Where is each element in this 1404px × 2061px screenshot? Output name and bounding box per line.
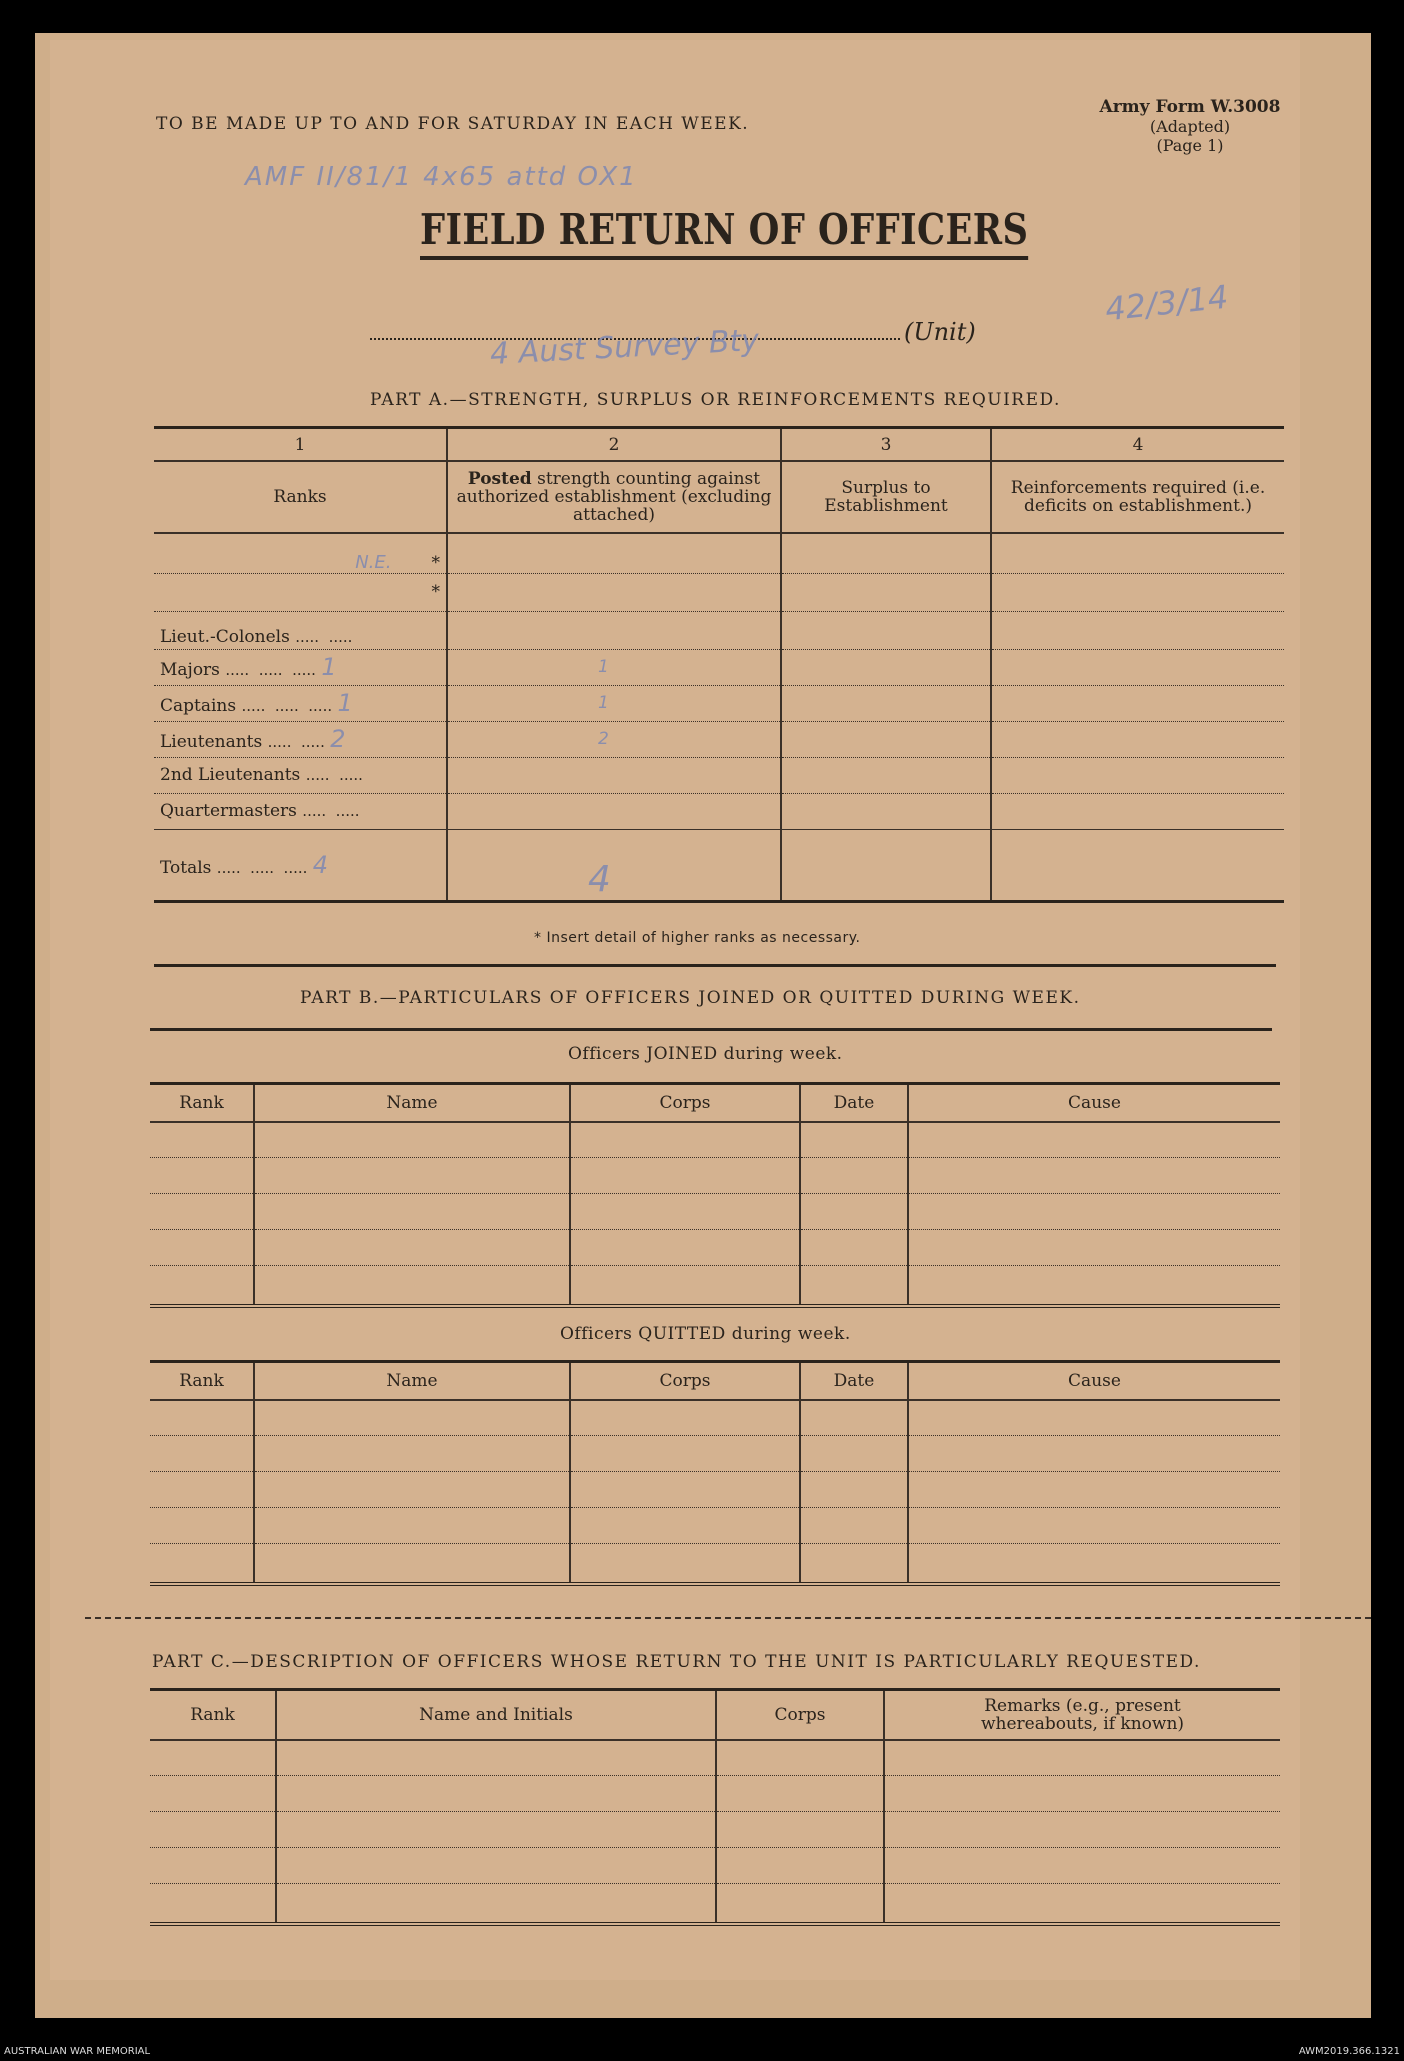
table-row (150, 1230, 1280, 1266)
col-header-posted (447, 461, 781, 533)
rank-cell: Lieutenants ..... ..... 2 (154, 721, 447, 757)
col-date: Date (800, 1362, 908, 1400)
table-row (150, 1508, 1280, 1544)
col-header-reinforcements: Reinforcements required (i.e. deficits on establishment.) (991, 461, 1284, 533)
table-row (150, 1812, 1280, 1848)
est-value: 1 (337, 689, 353, 717)
col-date: Date (800, 1084, 908, 1122)
handwritten-ne: N.E. (355, 551, 392, 573)
table-row (150, 1266, 1280, 1306)
joined-table (150, 1082, 1280, 1308)
form-number-block (1080, 98, 1300, 155)
totals-row (154, 829, 1284, 901)
col-name-initials: Name and Initials (276, 1690, 716, 1740)
star-mark: * (431, 552, 440, 573)
col-number-1: 1 (154, 429, 447, 461)
table-row (154, 611, 1284, 649)
part-a-heading: PART A.—STRENGTH, SURPLUS OR REINFORCEMENTS REQUIRED. (370, 390, 1061, 410)
col-corps: Corps (570, 1084, 800, 1122)
table-row (150, 1436, 1280, 1472)
table-row (154, 649, 1284, 685)
col-rank: Rank (150, 1084, 254, 1122)
star-mark: * (431, 582, 440, 602)
handwritten-date: 42/3/14 (1103, 277, 1231, 329)
table-row (154, 757, 1284, 793)
part-a-bottom-rule (154, 964, 1276, 967)
col-rank: Rank (150, 1362, 254, 1400)
table-row (150, 1776, 1280, 1812)
part-b-top-rule (150, 1028, 1272, 1031)
table-row (150, 1848, 1280, 1884)
part-b-heading: PART B.—PARTICULARS OF OFFICERS JOINED OR QUITTED DURING WEEK. (300, 988, 1081, 1008)
form-adapted: (Adapted) (1149, 117, 1231, 136)
table-row (154, 533, 1284, 573)
footer-left: AUSTRALIAN WAR MEMORIAL (4, 2046, 151, 2057)
col-number-2: 2 (447, 429, 781, 461)
rank-label: Captains (160, 696, 237, 716)
col-name: Name (254, 1084, 570, 1122)
footer-right: AWM2019.366.1321 (1298, 2046, 1400, 2057)
rank-cell: 2nd Lieutenants ..... ..... (154, 757, 447, 793)
col-name: Name (254, 1362, 570, 1400)
table-row (150, 1194, 1280, 1230)
posted-rest: strength counting against authorized establishment (excluding attached) (456, 469, 772, 525)
rank-label: Majors (160, 660, 220, 680)
rank-label: Lieutenants (160, 732, 263, 752)
col-cause: Cause (908, 1084, 1280, 1122)
table-row (154, 573, 1284, 611)
col-header-ranks: Ranks (154, 461, 447, 533)
table-row (150, 1400, 1280, 1436)
rank-cell: Majors ..... ..... ..... 1 (154, 649, 447, 685)
tear-line (85, 1617, 1371, 1619)
star-cell (154, 533, 447, 573)
col-number-3: 3 (781, 429, 991, 461)
posted-value: 1 (447, 685, 781, 721)
est-value: 2 (330, 725, 346, 753)
posted-value: 1 (447, 649, 781, 685)
col-number-4: 4 (991, 429, 1284, 461)
rank-label: 2nd Lieutenants (160, 765, 301, 785)
table-row (154, 793, 1284, 829)
totals-posted: 4 (447, 829, 781, 901)
table-row (150, 1544, 1280, 1584)
instruction-text: TO BE MADE UP TO AND FOR SATURDAY IN EACH WEEK. (156, 114, 750, 134)
col-cause: Cause (908, 1362, 1280, 1400)
part-a-table (154, 429, 1284, 903)
table-row (150, 1884, 1280, 1924)
table-row (150, 1472, 1280, 1508)
col-corps: Corps (716, 1690, 884, 1740)
totals-cell: Totals ..... ..... ..... 4 (154, 829, 447, 901)
totals-est: 4 (312, 850, 329, 879)
quitted-table (150, 1360, 1280, 1586)
table-row (154, 721, 1284, 757)
table-row (150, 1122, 1280, 1158)
form-number: Army Form W.3008 (1099, 97, 1281, 117)
part-c-table (150, 1688, 1280, 1926)
totals-label: Totals (160, 857, 212, 878)
rank-cell: Quartermasters ..... ..... (154, 793, 447, 829)
col-remarks: Remarks (e.g., present whereabouts, if known) (884, 1690, 1280, 1740)
form-title: FIELD RETURN OF OFFICERS (420, 205, 1028, 260)
est-value: 1 (321, 653, 337, 681)
handwritten-reference: AMF II/81/1 4x65 attd OX1 (245, 162, 638, 192)
table-row (154, 685, 1284, 721)
col-header-surplus: Surplus to Establishment (781, 461, 991, 533)
rank-cell: Lieut.-Colonels ..... ..... (154, 611, 447, 649)
rank-label: Quartermasters (160, 801, 297, 821)
rank-cell: Captains ..... ..... ..... 1 (154, 685, 447, 721)
part-c-heading: PART C.—DESCRIPTION OF OFFICERS WHOSE RETURN TO THE UNIT IS PARTICULARLY REQUESTED. (152, 1652, 1201, 1672)
col-rank: Rank (150, 1690, 276, 1740)
star-cell (154, 573, 447, 611)
table-row (150, 1158, 1280, 1194)
joined-title: Officers JOINED during week. (568, 1044, 843, 1064)
part-a-footnote: * Insert detail of higher ranks as necessary. (534, 930, 861, 946)
posted-bold: Posted (467, 469, 532, 489)
rank-label: Lieut.-Colonels (160, 627, 290, 647)
posted-value: 2 (447, 721, 781, 757)
table-row (150, 1740, 1280, 1776)
quitted-title: Officers QUITTED during week. (560, 1324, 851, 1344)
form-page: (Page 1) (1156, 136, 1224, 155)
handwritten-unit: 4 Aust Survey Bty (489, 322, 760, 373)
col-corps: Corps (570, 1362, 800, 1400)
unit-label: (Unit) (904, 318, 976, 346)
